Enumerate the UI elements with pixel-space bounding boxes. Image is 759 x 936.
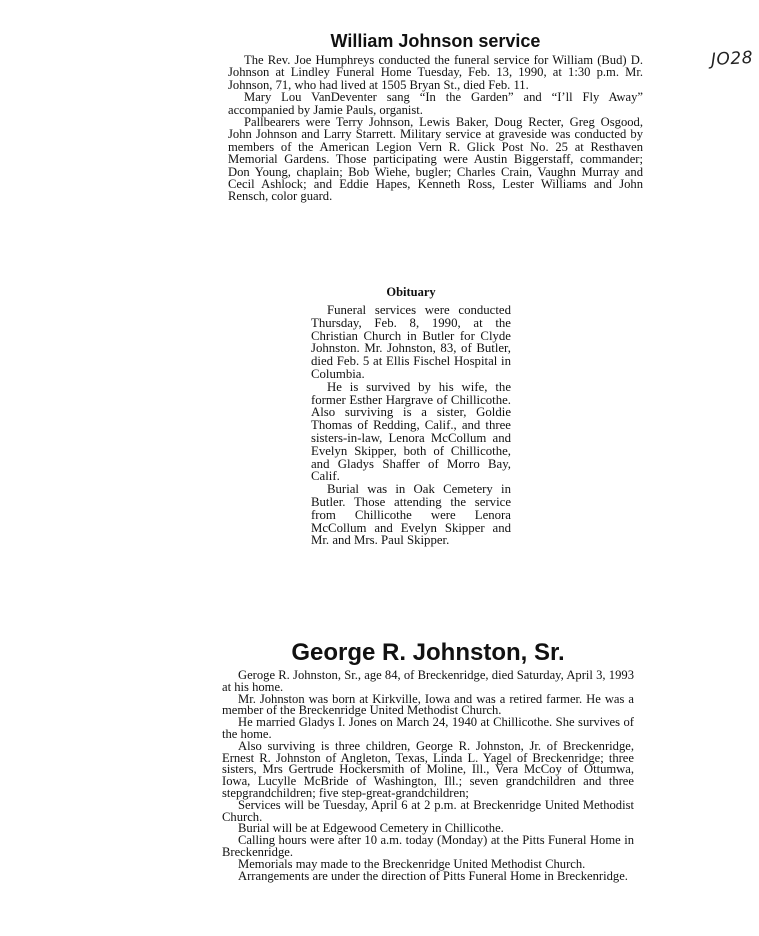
article-title: William Johnson service (330, 31, 541, 51)
article-paragraph: Burial was in Oak Cemetery in Butler. Those attending the service from Chillicothe were Lenora McCollum and Evelyn Skipper and Mr. and Mrs. Paul Skipper. (311, 482, 511, 548)
article-paragraph: Pallbearers were Terry Johnson, Lewis Baker, Doug Recter, Greg Osgood, John Johnson and Larry Starrett. Military service at graveside was conducted by members of the American Legion Vern R. Glick Post No. 25 at Resthaven Memorial Gardens. Those participating were Austin Biggerstaff, commander; Don Young, chaplain; Bob Wiehe, bugler; Charles Crain, Vaughn Murray and Cecil Ashlock; and Eddie Hapes, Kenneth Ross, Lester Williams and John Rensch, color guard. (228, 115, 643, 204)
article-paragraph: Arrangements are under the direction of Pitts Funeral Home in Breckenridge. (238, 868, 628, 883)
article-paragraph: He married Gladys I. Jones on March 24, 1940 at Chillicothe. She survives of the home. (222, 715, 634, 741)
article-william-johnson-service (228, 31, 643, 203)
article-paragraph: Calling hours were after 10 a.m. today (Monday) at the Pitts Funeral Home in Breckenridge. (222, 833, 634, 859)
article-paragraph: He is survived by his wife, the former Esther Hargrave of Chillicothe. Also surviving is a sister, Goldie Thomas of Redding, Calif., and three sisters-in-law, Lenora McCollum and Evelyn Skipper, both of Chillicothe, and Gladys Shaffer of Morro Bay, Calif. (311, 379, 511, 484)
handwritten-file-code: JO28 (710, 47, 754, 71)
article-paragraph: Geroge R. Johnston, Sr., age 84, of Breckenridge, died Saturday, April 3, 1993 at his home. (222, 668, 634, 694)
article-paragraph: Also surviving is three children, George R. Johnston, Jr. of Breckenridge, Ernest R. Johnston of Angleton, Texas, Linda L. Yagel of Breckenridge; three sisters, Mrs Gertrude Hockersmith of Moline, Ill., Vera McCoy of Ottumwa, Iowa, Lucylle McBride of Washington, Ill.; seven grandchildren and three stepgrandchildren; five step-great-grandchildren; (222, 738, 634, 800)
article-paragraph: Funeral services were conducted Thursday, Feb. 8, 1990, at the Christian Church in Butler for Clyde Johnston. Mr. Johnston, 83, of Butler, died Feb. 5 at Ellis Fischel Hospital in Columbia. (311, 303, 511, 381)
article-george-johnston-sr (222, 640, 634, 882)
article-paragraph: Burial will be at Edgewood Cemetery in Chillicothe. (238, 821, 504, 836)
article-paragraph: The Rev. Joe Humphreys conducted the funeral service for William (Bud) D. Johnson at Lindley Funeral Home Tuesday, Feb. 13, 1990, at 1:30 p.m. Mr. Johnson, 71, who had lived at 1505 Bryan St., died Feb. 11. (228, 53, 643, 92)
article-title: Obituary (386, 285, 436, 299)
article-title: George R. Johnston, Sr. (291, 639, 565, 666)
article-obituary-clyde-johnston (311, 285, 511, 547)
article-paragraph: Services will be Tuesday, April 6 at 2 p.m. at Breckenridge United Methodist Church. (222, 797, 634, 824)
article-paragraph: Mr. Johnston was born at Kirkville, Iowa and was a retired farmer. He was a member of the Breckenridge United Methodist Church. (222, 691, 634, 718)
article-paragraph: Mary Lou VanDeventer sang “In the Garden” and “I’ll Fly Away” accompanied by Jamie Pauls, organist. (228, 90, 643, 117)
article-paragraph: Memorials may made to the Breckenridge United Methodist Church. (238, 856, 586, 871)
